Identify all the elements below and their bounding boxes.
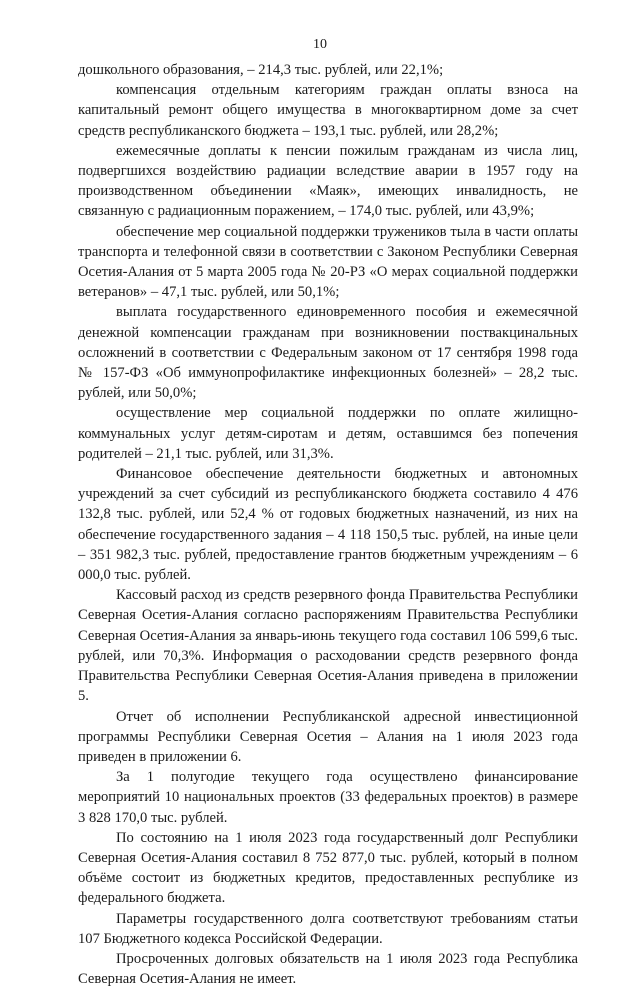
paragraph-radiation-pension-supplements: ежемесячные доплаты к пенсии пожилым гражданам из числа лиц, подвергшихся воздействию радиации вследствие аварии в 1957 году на производственном объединении «Маяк», имеющих инвалидность, не связанную с радиационным поражением, – 174,0 тыс. рублей, или 43,9%;	[78, 142, 578, 220]
paragraph-capital-repair-compensation: компенсация отдельным категориям граждан оплаты взноса на капитальный ремонт общего имущества в многоквартирном доме за счет средств республиканского бюджета – 193,1 тыс. рублей, или 28,2%;	[78, 82, 578, 139]
paragraph-orphans-housing-support: осуществление мер социальной поддержки по оплате жилищно-коммунальных услуг детям-сиротам и детям, оставшимся без попечения родителей – 21,1 тыс. рублей, или 31,3%.	[78, 405, 578, 462]
page-number: 10	[313, 37, 327, 52]
paragraph-home-front-workers-support: обеспечение мер социальной поддержки тружеников тыла в части оплаты транспорта и телефонной связи в соответствии с Законом Республики Северная Осетия-Алания от 5 марта 2005 года № 20-РЗ «О мерах социальной поддержки ветеранов» – 47,1 тыс. рублей, или 50,1%;	[78, 223, 578, 301]
paragraph-institutions-subsidies: Финансовое обеспечение деятельности бюджетных и автономных учреждений за счет субсидий из республиканского бюджета составило 4 476 132,8 тыс. рублей, или 52,4 % от годовых бюджетных назначений, из них на обеспечение государственного задания – 4 118 150,5 тыс. рублей, на иные цели – 351 982,3 тыс. рублей, предоставление грантов бюджетным учреждениям – 6 000,0 тыс. рублей.	[78, 466, 578, 584]
paragraph-national-projects: За 1 полугодие текущего года осуществлено финансирование мероприятий 10 национальных проектов (33 федеральных проектов) в размере 3 828 170,0 тыс. рублей.	[78, 769, 578, 826]
paragraph-preschool-education: дошкольного образования, – 214,3 тыс. рублей, или 22,1%;	[78, 62, 444, 78]
paragraph-overdue-obligations: Просроченных долговых обязательств на 1 июля 2023 года Республика Северная Осетия-Алания не имеет.	[78, 950, 578, 988]
document-body	[78, 60, 578, 989]
paragraph-post-vaccination-benefits: выплата государственного единовременного пособия и ежемесячной денежной компенсации гражданам при возникновении поствакцинальных осложнений в соответствии с Федеральным законом от 17 сентября 1998 года № 157-ФЗ «Об иммунопрофилактике инфекционных болезней» – 28,2 тыс. рублей, или 50,0%;	[78, 304, 578, 402]
paragraph-state-debt: По состоянию на 1 июля 2023 года государственный долг Республики Северная Осетия-Алания составил 8 752 877,0 тыс. рублей, который в полном объёме состоит из бюджетных кредитов, предоставленных республике из федерального бюджета.	[78, 829, 578, 907]
paragraph-debt-parameters: Параметры государственного долга соответствуют требованиям статьи 107 Бюджетного кодекса Российской Федерации.	[78, 910, 578, 947]
paragraph-investment-program: Отчет об исполнении Республиканской адресной инвестиционной программы Республики Северная Осетия – Алания на 1 июля 2023 года приведен в приложении 6.	[78, 708, 578, 765]
paragraph-reserve-fund: Кассовый расход из средств резервного фонда Правительства Республики Северная Осетия-Алания согласно распоряжениям Правительства Республики Северная Осетия-Алания за январь-июнь текущего года составил 106 599,6 тыс. рублей, или 70,3%. Информация о расходовании средств резервного фонда Правительства Республики Северная Осетия-Алания приведена в приложении 5.	[78, 587, 578, 705]
